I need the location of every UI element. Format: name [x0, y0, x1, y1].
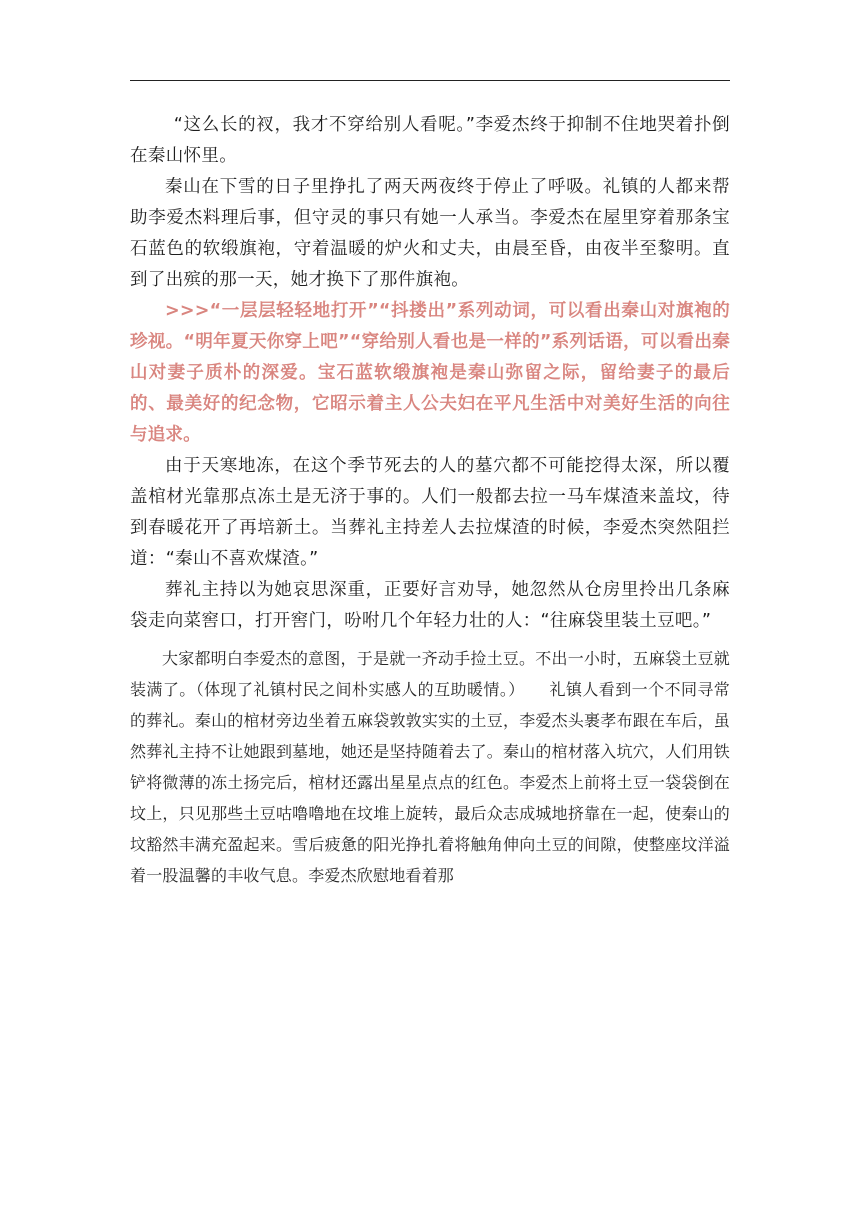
document-body — [130, 110, 730, 891]
header-rule — [130, 80, 730, 81]
paragraph-frozen-ground: 由于天寒地冻，在这个季节死去的人的墓穴都不可能挖得太深，所以覆盖棺材光靠那点冻土是无济于事的。人们一般都去拉一马车煤渣来盖坟，待到春暖花开了再培新土。当葬礼主持差人去拉煤渣的时候，李爱杰突然阻拦道：“秦山不喜欢煤渣。” — [130, 456, 730, 569]
paragraph-funeral: 大家都明白李爱杰的意图，于是就一齐动手捡土豆。不出一小时，五麻袋土豆就装满了。（体现了礼镇村民之间朴实感人的互助暖情。） 礼镇人看到一个不同寻常的葬礼。秦山的棺材旁边坐着五麻袋敦敦实实的土豆，李爱杰头裹孝布跟在车后，虽然葬礼主持不让她跟到墓地，她还是坚持随着去了。秦山的棺材落入坑穴，人们用铁铲将微薄的冻土扬完后，棺材还露出星星点点的红色。李爱杰上前将土豆一袋袋倒在坟上，只见那些土豆咕噜噜地在坟堆上旋转，最后众志成城地挤靠在一起，使秦山的坟豁然丰满充盈起来。雪后疲惫的阳光挣扎着将触角伸向土豆的间隙，使整座坟洋溢着一股温馨的丰收气息。李爱杰欣慰地看着那 — [130, 649, 730, 885]
paragraph-potato-sacks: 葬礼主持以为她哀思深重，正要好言劝导，她忽然从仓房里拎出几条麻袋走向菜窖口，打开窖门，吩咐几个年轻力壮的人：“往麻袋里装土豆吧。” — [130, 580, 730, 631]
paragraph-dialogue: “这么长的衩，我才不穿给别人看呢。”李爱杰终于抑制不住地哭着扑倒在秦山怀里。 — [130, 115, 730, 166]
annotation-note: >>>“一层层轻轻地打开”“抖搂出”系列动词，可以看出秦山对旗袍的珍视。“明年夏天你穿上吧”“穿给别人看也是一样的”系列话语，可以看出秦山对妻子质朴的深爱。宝石蓝软缎旗袍是秦山弥留之际，留给妻子的最后的、最美好的纪念物，它昭示着主人公夫妇在平凡生活中对美好生活的向往与追求。 — [130, 301, 730, 445]
paragraph-death-of-qinshan: 秦山在下雪的日子里挣扎了两天两夜终于停止了呼吸。礼镇的人都来帮助李爱杰料理后事，但守灵的事只有她一人承当。李爱杰在屋里穿着那条宝石蓝色的软缎旗袍，守着温暖的炉火和丈夫，由晨至昏，由夜半至黎明。直到了出殡的那一天，她才换下了那件旗袍。 — [130, 177, 730, 290]
